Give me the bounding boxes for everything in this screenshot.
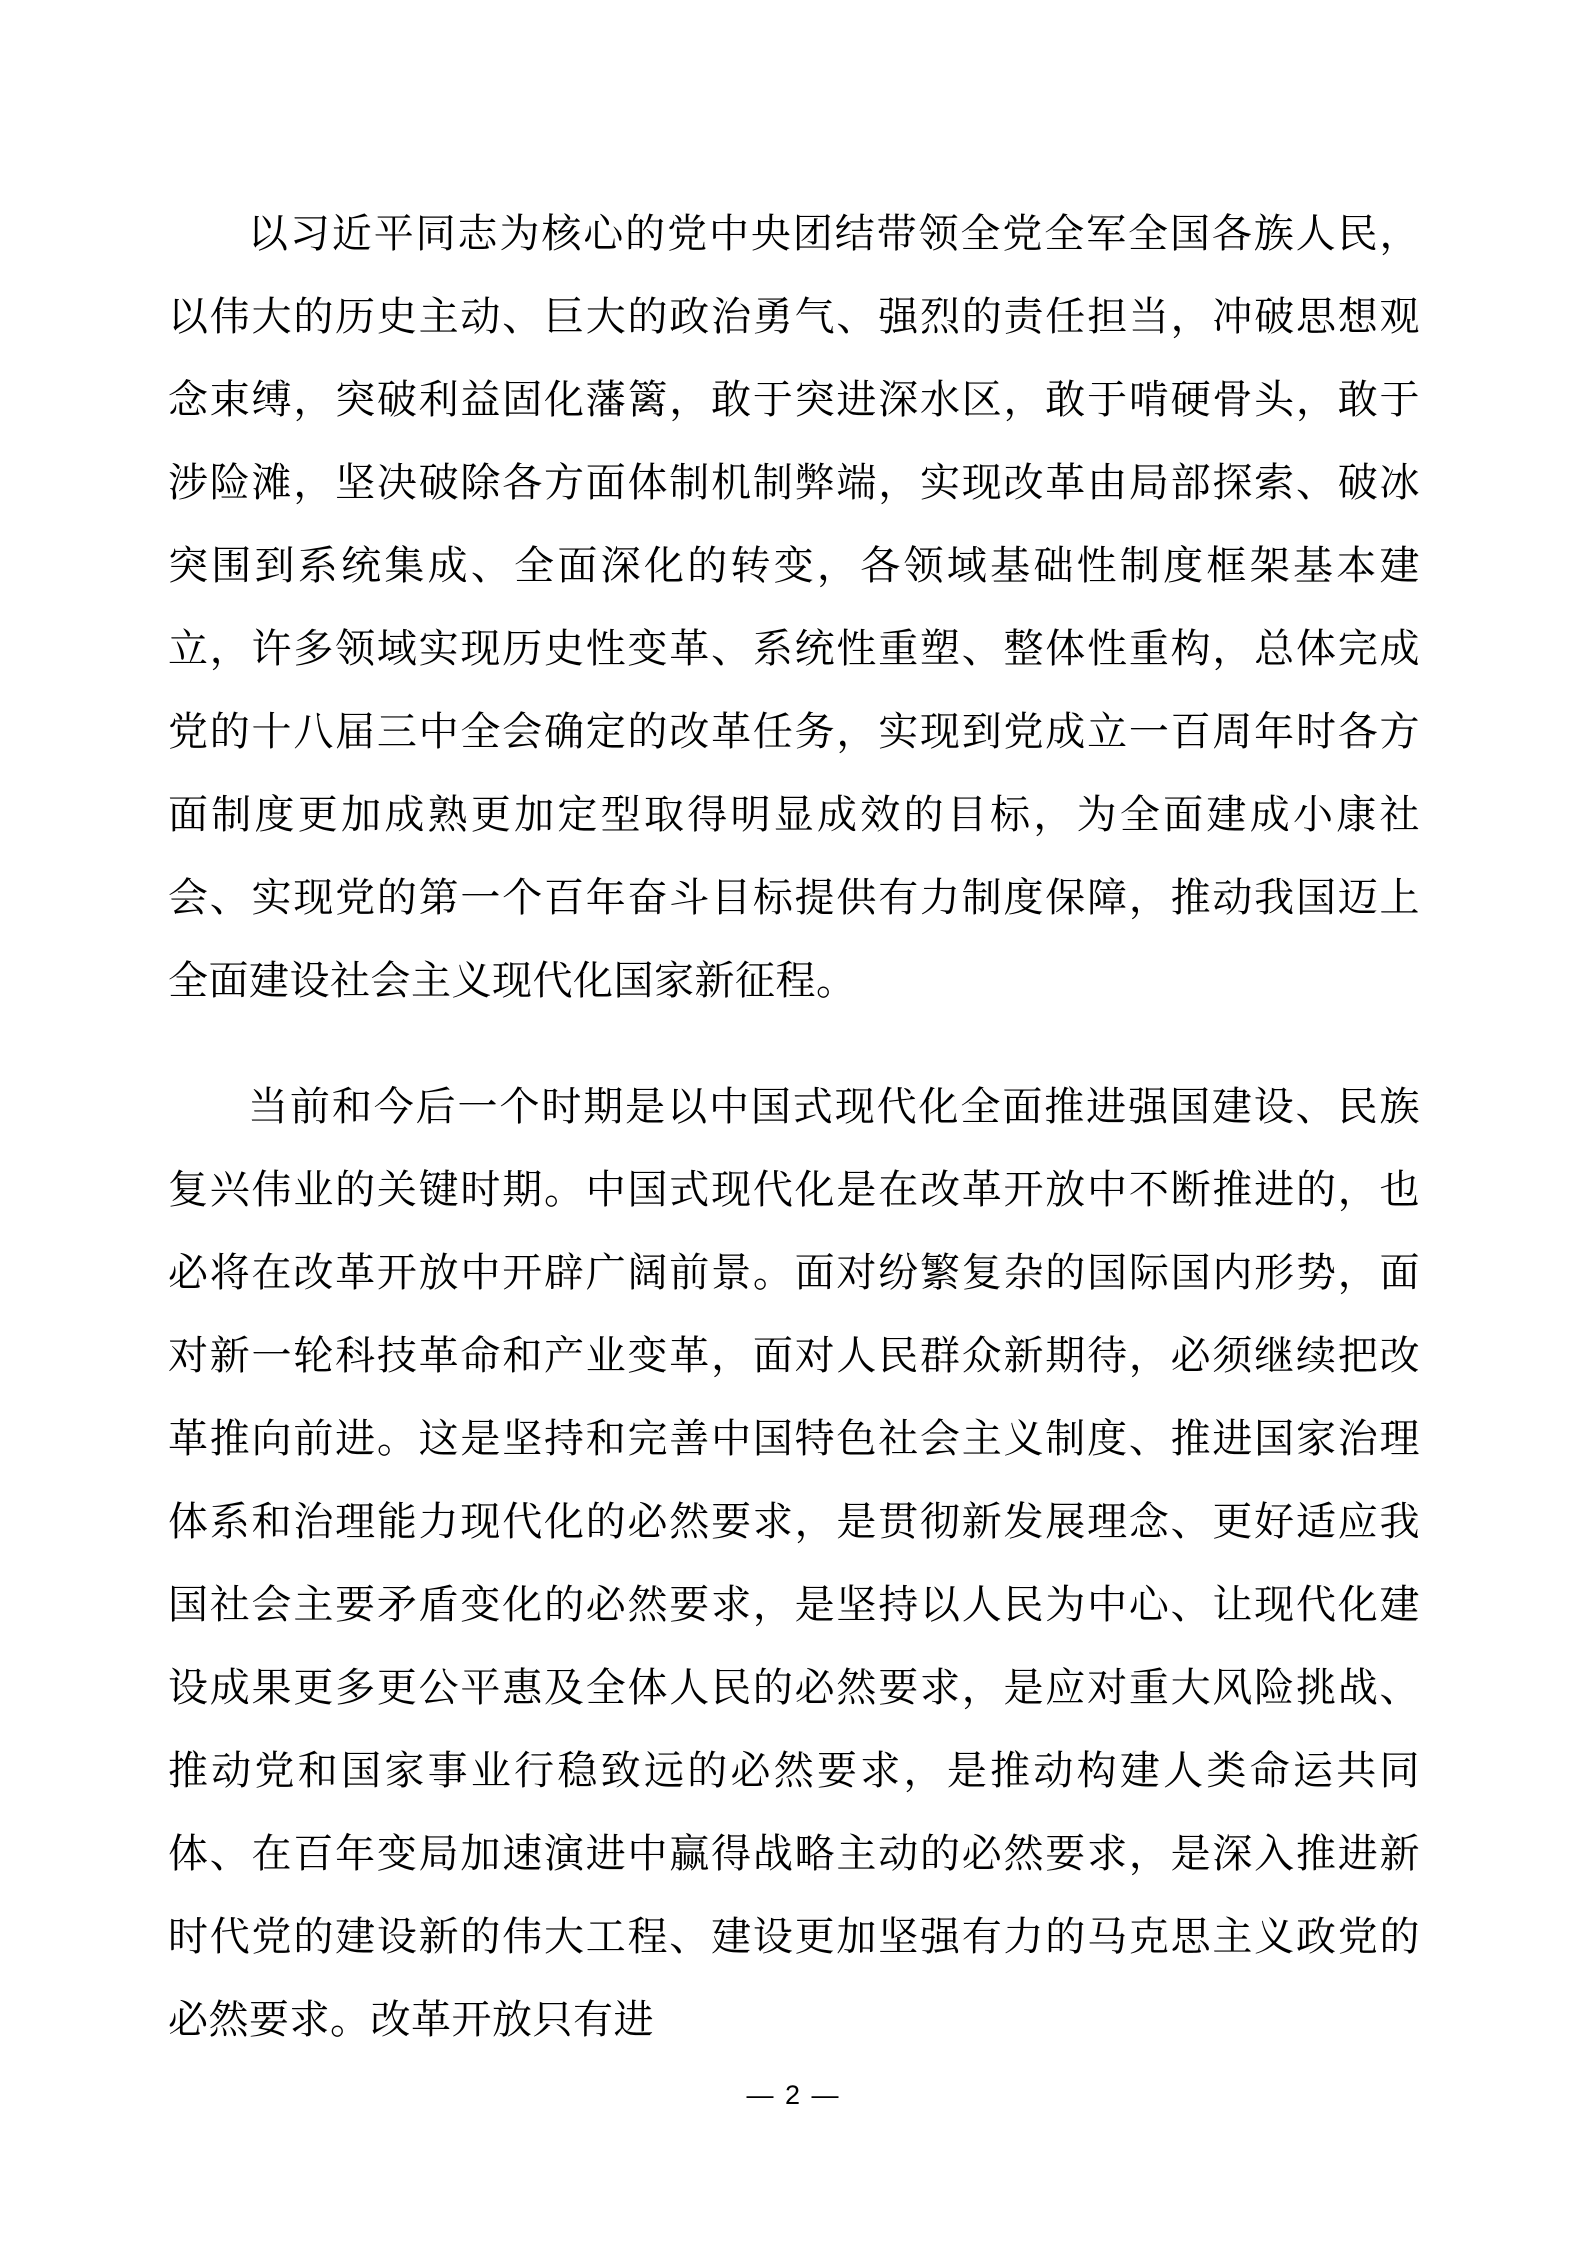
document-body	[168, 193, 1420, 2105]
paragraph-1: 以习近平同志为核心的党中央团结带领全党全军全国各族人民，以伟大的历史主动、巨大的政治勇气、强烈的责任担当，冲破思想观念束缚，突破利益固化藩篱，敢于突进深水区，敢于啃硬骨头，敢于涉险滩，坚决破除各方面体制机制弊端，实现改革由局部探索、破冰突围到系统集成、全面深化的转变，各领域基础性制度框架基本建立，许多领域实现历史性变革、系统性重塑、整体性重构，总体完成党的十八届三中全会确定的改革任务，实现到党成立一百周年时各方面制度更加成熟更加定型取得明显成效的目标，为全面建成小康社会、实现党的第一个百年奋斗目标提供有力制度保障，推动我国迈上全面建设社会主义现代化国家新征程。	[168, 212, 1420, 1003]
page-number: — 2 —	[746, 2080, 841, 2110]
paragraph-2: 当前和今后一个时期是以中国式现代化全面推进强国建设、民族复兴伟业的关键时期。中国式现代化是在改革开放中不断推进的，也必将在改革开放中开辟广阔前景。面对纷繁复杂的国际国内形势，面对新一轮科技革命和产业变革，面对人民群众新期待，必须继续把改革推向前进。这是坚持和完善中国特色社会主义制度、推进国家治理体系和治理能力现代化的必然要求，是贯彻新发展理念、更好适应我国社会主要矛盾变化的必然要求，是坚持以人民为中心、让现代化建设成果更多更公平惠及全体人民的必然要求，是应对重大风险挑战、推动党和国家事业行稳致远的必然要求，是推动构建人类命运共同体、在百年变局加速演进中赢得战略主动的必然要求，是深入推进新时代党的建设新的伟大工程、建设更加坚强有力的马克思主义政党的必然要求。改革开放只有进	[168, 1085, 1420, 2042]
